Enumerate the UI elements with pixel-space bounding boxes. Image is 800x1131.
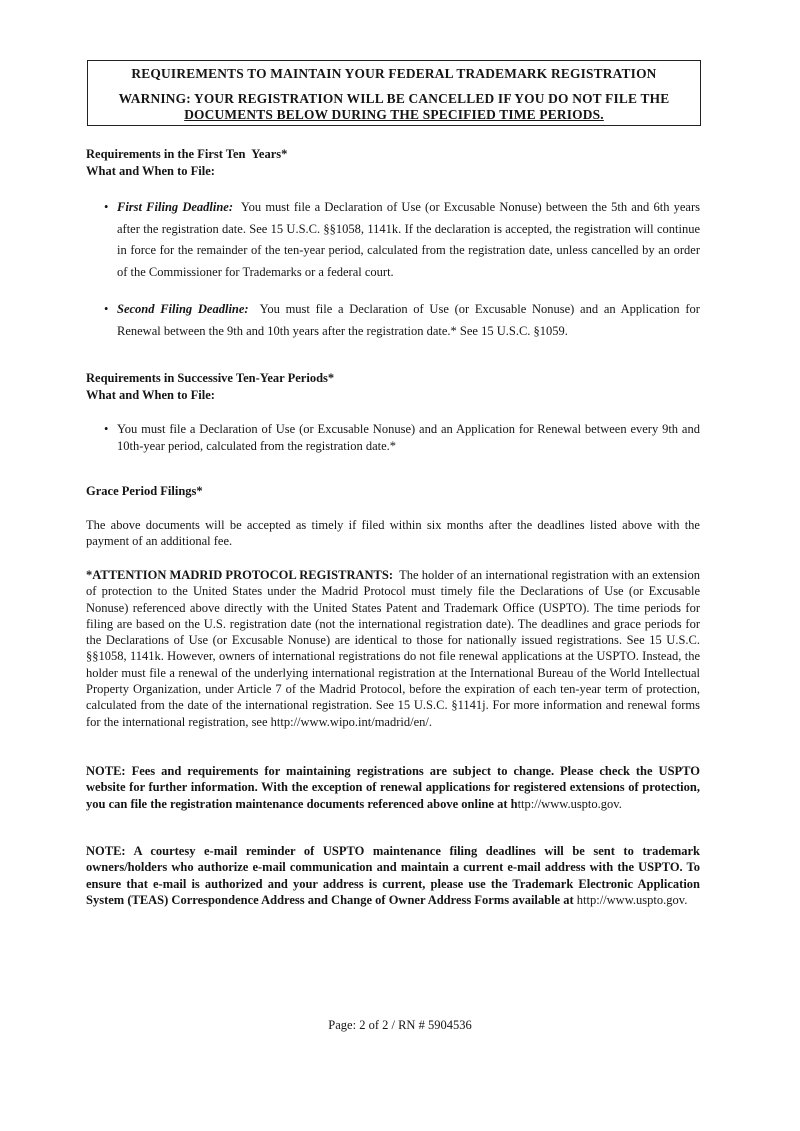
grace-period-text: The above documents will be accepted as timely if filed within six months after the deadlines listed above with the payment of an additional fee. <box>86 518 700 549</box>
list-item-first-filing <box>104 197 700 283</box>
second-filing-text: You must file a Declaration of Use (or Excusable Nonuse) and an Application for Renewal between the 9th and 10th years after the registration date.* See 15 U.S.C. §1059. <box>117 302 700 338</box>
warning-header-box <box>87 60 701 126</box>
header-warning-line1: WARNING: YOUR REGISTRATION WILL BE CANCELLED IF YOU DO NOT FILE THE <box>118 91 670 106</box>
section-heading-first-ten-years <box>86 146 700 180</box>
bullet-icon: • <box>104 200 109 214</box>
note-email-text: NOTE: A courtesy e-mail reminder of USPTO maintenance filing deadlines will be sent to trademark owners/holders who authorize e-mail communication and maintain a current e-mail address with the USPTO. To ensure that e-mail is authorized and your address is current, please use the Trademark Electronic Application System (TEAS) Correspondence Address and Change of Owner Address Forms available at <box>86 844 700 907</box>
bullet-icon: • <box>104 302 109 316</box>
note-fees-paragraph <box>86 763 700 812</box>
second-filing-lead: Second Filing Deadline: <box>117 302 249 316</box>
first-ten-years-subheading: What and When to File: <box>86 164 215 178</box>
page-footer: Page: 2 of 2 / RN # 5904536 <box>328 1018 472 1032</box>
section-heading-successive-periods <box>86 370 700 404</box>
note-fees-text: NOTE: Fees and requirements for maintaining registrations are subject to change. Please check the USPTO website for further information. With the exception of renewal applications for registered extensions of protection, you can file the registration maintenance documents referenced above online at h <box>86 764 700 811</box>
header-warning-line2: DOCUMENTS BELOW DURING THE SPECIFIED TIME PERIODS. <box>184 107 604 122</box>
madrid-lead: *ATTENTION MADRID PROTOCOL REGISTRANTS: <box>86 568 393 582</box>
note-email-paragraph <box>86 843 700 908</box>
successive-heading: Requirements in Successive Ten-Year Periods* <box>86 371 335 385</box>
successive-subheading: What and When to File: <box>86 388 215 402</box>
list-item-second-filing <box>104 299 700 342</box>
first-ten-years-heading: Requirements in the First Ten Years* <box>86 147 288 161</box>
header-title: REQUIREMENTS TO MAINTAIN YOUR FEDERAL TRADEMARK REGISTRATION <box>131 66 657 81</box>
note-fees-url: ttp://www.uspto.gov. <box>517 796 622 811</box>
list-item-successive <box>104 421 700 454</box>
successive-text: You must file a Declaration of Use (or Excusable Nonuse) and an Application for Renewal between every 9th and 10th-year period, calculated from the registration date.* <box>117 422 700 453</box>
madrid-text: The holder of an international registration with an extension of protection to the United States under the Madrid Protocol must timely file the Declarations of Use (or Excusable Nonuse) referenced above directly with the United States Patent and Trademark Office (USPTO). The time periods for filing are based on the U.S. registration date (not the international registration date). The deadlines and grace periods for the Declarations of Use (or Excusable Nonuse) are identical to those for nationally issued registrations. See 15 U.S.C. §§1058, 1141k. However, owners of international registrations do not file renewal applications at the USPTO. Instead, the holder must file a renewal of the underlying international registration at the International Bureau of the World Intellectual Property Organization, under Article 7 of the Madrid Protocol, before the expiration of each ten-year term of protection, calculated from the date of the international registration. See 15 U.S.C. §1141j. For more information and renewal forms for the international registration, see http://www.wipo.int/madrid/en/. <box>86 568 701 729</box>
bullet-icon: • <box>104 422 109 436</box>
first-filing-lead: First Filing Deadline: <box>117 200 233 214</box>
grace-period-heading: Grace Period Filings* <box>86 484 203 498</box>
header-bottom-rule <box>87 125 701 126</box>
first-filing-text: You must file a Declaration of Use (or Excusable Nonuse) between the 5th and 6th years after the registration date. See 15 U.S.C. §§1058, 1141k. If the declaration is accepted, the registration will continue in force for the remainder of the ten-year period, calculated from the registration date, unless cancelled by an order of the Commissioner for Trademarks or a federal court. <box>117 200 700 279</box>
madrid-protocol-paragraph <box>86 567 700 730</box>
note-email-url: http://www.uspto.gov. <box>573 892 688 907</box>
